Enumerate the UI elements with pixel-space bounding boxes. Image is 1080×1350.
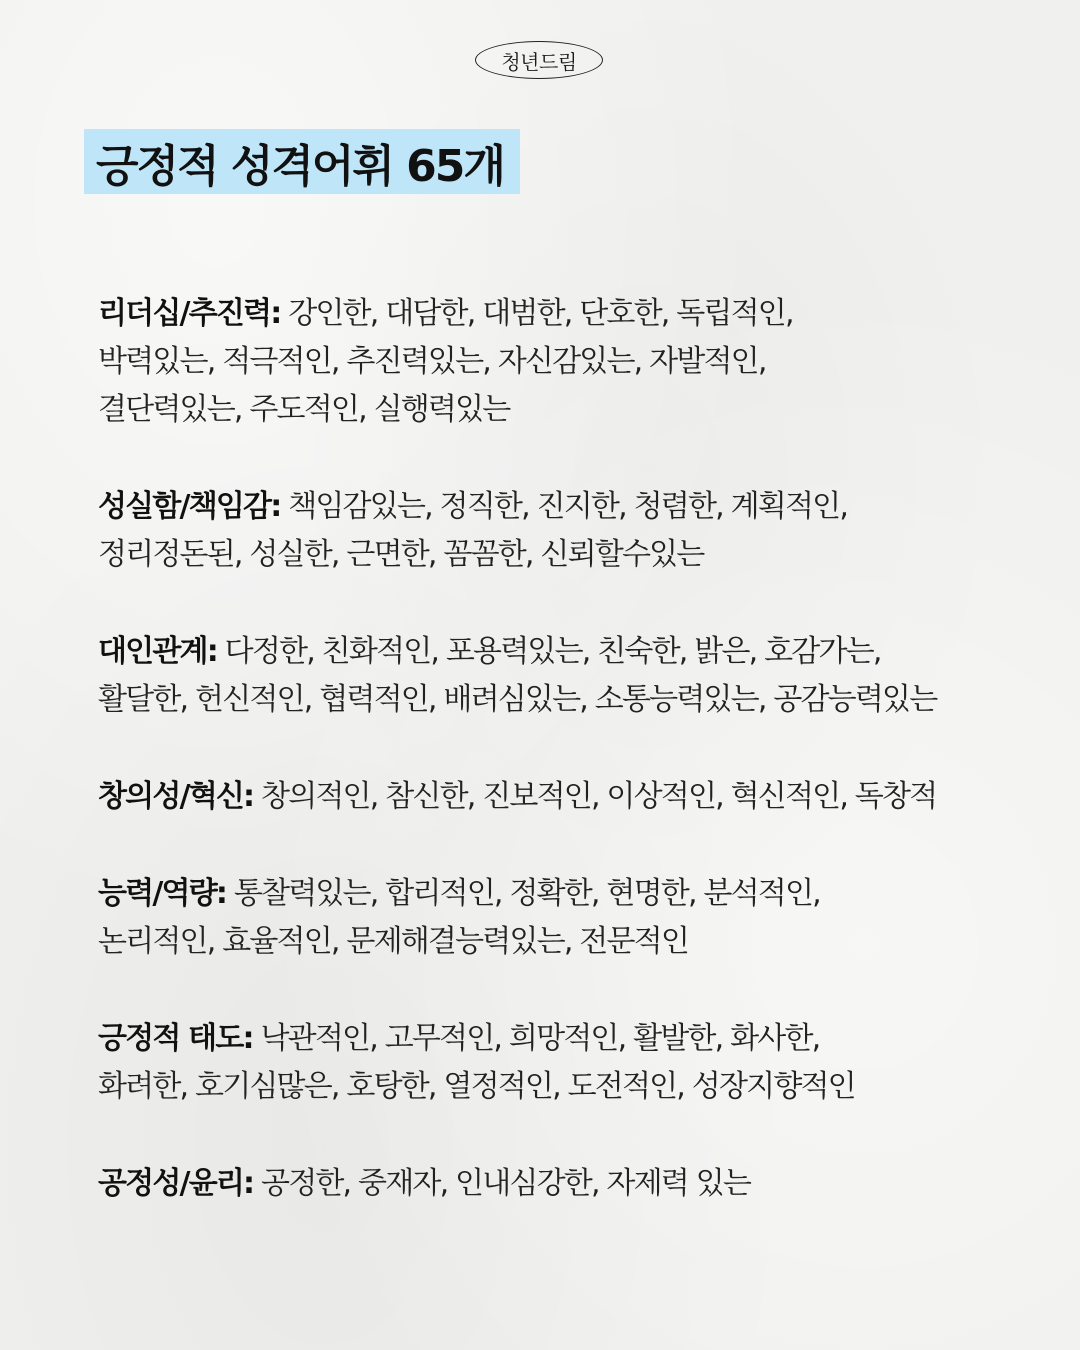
category-words: 창의적인, 참신한, 진보적인, 이상적인, 혁신적인, 독창적 xyxy=(261,779,937,814)
category-words: 다정한, 친화적인, 포용력있는, 친숙한, 밝은, 호감가는, xyxy=(224,634,881,669)
category-relationships xyxy=(98,628,1038,724)
category-sincerity xyxy=(98,483,1038,579)
category-line xyxy=(98,290,1038,338)
category-line xyxy=(98,870,1038,918)
category-line xyxy=(98,1015,1038,1063)
category-line xyxy=(98,773,1038,821)
category-leadership xyxy=(98,290,1038,434)
category-name: 리더십/추진력: xyxy=(98,296,281,331)
category-name: 공정성/윤리: xyxy=(98,1166,254,1201)
title-highlight xyxy=(84,129,520,194)
category-name: 능력/역량: xyxy=(98,876,227,911)
category-words: 박력있는, 적극적인, 추진력있는, 자신감있는, 자발적인, xyxy=(98,344,766,379)
category-name: 창의성/혁신: xyxy=(98,779,254,814)
category-name: 성실함/책임감: xyxy=(98,489,281,524)
category-words: 통찰력있는, 합리적인, 정확한, 현명한, 분석적인, xyxy=(233,876,820,911)
category-ability xyxy=(98,870,1038,966)
brand-badge xyxy=(475,41,603,79)
category-ethics xyxy=(98,1160,1038,1208)
category-words: 결단력있는, 주도적인, 실행력있는 xyxy=(98,392,510,427)
category-words: 공정한, 중재자, 인내심강한, 자제력 있는 xyxy=(261,1166,751,1201)
category-name: 대인관계: xyxy=(98,634,217,669)
category-words: 강인한, 대담한, 대범한, 단호한, 독립적인, xyxy=(288,296,793,331)
category-words: 책임감있는, 정직한, 진지한, 청렴한, 계획적인, xyxy=(288,489,848,524)
brand-label: 청년드림 xyxy=(501,49,577,74)
category-line xyxy=(98,531,1038,579)
category-list xyxy=(98,290,1038,1257)
category-words: 낙관적인, 고무적인, 희망적인, 활발한, 화사한, xyxy=(260,1021,820,1056)
category-name: 긍정적 태도: xyxy=(98,1021,253,1056)
category-words: 활달한, 헌신적인, 협력적인, 배려심있는, 소통능력있는, 공감능력있는 xyxy=(98,682,937,717)
category-line xyxy=(98,1160,1038,1208)
category-words: 논리적인, 효율적인, 문제해결능력있는, 전문적인 xyxy=(98,924,689,959)
category-line xyxy=(98,483,1038,531)
category-positive-attitude xyxy=(98,1015,1038,1111)
category-line xyxy=(98,386,1038,434)
category-line xyxy=(98,628,1038,676)
category-line xyxy=(98,1063,1038,1111)
category-line xyxy=(98,676,1038,724)
category-words: 화려한, 호기심많은, 호탕한, 열정적인, 도전적인, 성장지향적인 xyxy=(98,1069,855,1104)
category-line xyxy=(98,918,1038,966)
category-words: 정리정돈된, 성실한, 근면한, 꼼꼼한, 신뢰할수있는 xyxy=(98,537,704,572)
category-creativity xyxy=(98,773,1038,821)
category-line xyxy=(98,338,1038,386)
page-title: 긍정적 성격어휘 65개 xyxy=(96,140,504,192)
